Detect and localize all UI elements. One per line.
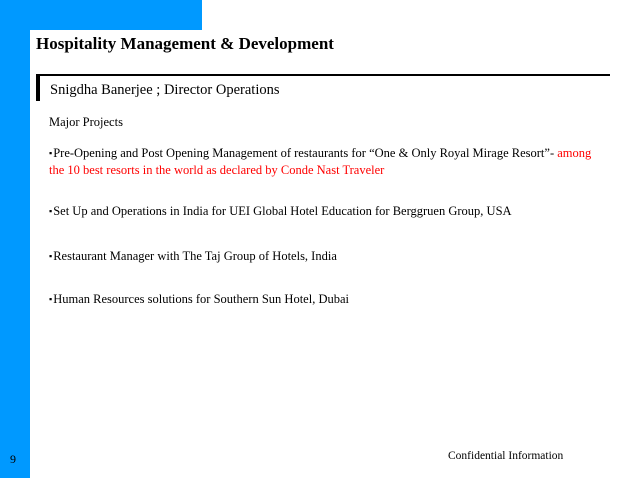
list-item-highlight: among the 10 best resorts in the world as declared by Conde Nast Traveler (49, 146, 592, 177)
section-heading: Major Projects (49, 115, 123, 129)
bullet-square-icon: ▪ (49, 206, 53, 216)
bullet-square-icon: ▪ (49, 251, 53, 261)
top-accent-block (0, 0, 202, 30)
list-item-text: Human Resources solutions for Southern Sun Hotel, Dubai (53, 292, 350, 306)
list-item (49, 248, 609, 265)
subtitle-marker (36, 74, 40, 101)
bullet-square-icon: ▪ (49, 148, 53, 158)
bullet-square-icon: ▪ (49, 294, 53, 304)
list-item (49, 203, 609, 220)
slide-title: Hospitality Management & Development (36, 34, 334, 53)
list-item (49, 145, 609, 179)
page-number: 9 (10, 452, 16, 466)
subtitle-divider (36, 74, 610, 76)
list-item-text: Restaurant Manager with The Taj Group of Hotels, India (53, 249, 337, 263)
list-item-text: Pre-Opening and Post Opening Management of restaurants for “One & Only Royal Mirage Resort”- (53, 146, 558, 160)
footer-confidential: Confidential Information (448, 450, 564, 462)
list-item (49, 291, 609, 308)
slide-subtitle: Snigdha Banerjee ; Director Operations (50, 82, 280, 98)
list-item-text: Set Up and Operations in India for UEI Global Hotel Education for Berggruen Group, USA (53, 204, 512, 218)
left-accent-bar (0, 0, 30, 478)
